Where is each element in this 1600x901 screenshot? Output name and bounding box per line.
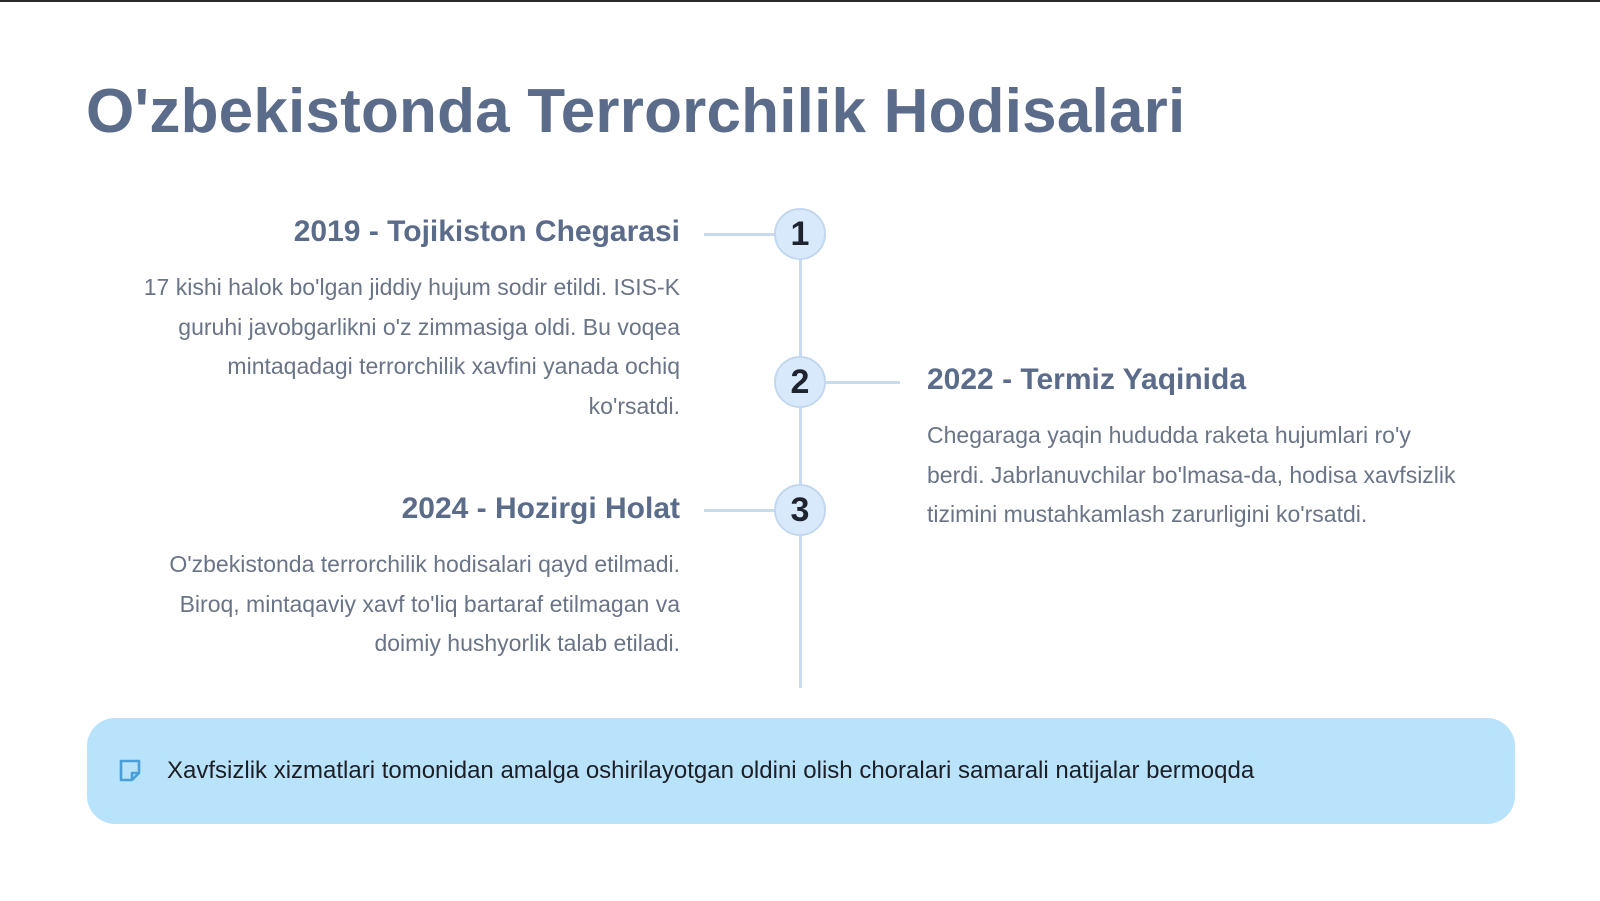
event-title-2019: 2019 - Tojikiston Chegarasi [293, 215, 680, 248]
description-line: Chegaraga yaqin hududda raketa hujumlari ro'y [927, 422, 1411, 448]
timeline-marker-3: 3 [774, 484, 826, 536]
event-description-2022 [927, 416, 1547, 535]
timeline-marker-2: 2 [774, 356, 826, 408]
description-line: tizimini mustahkamlash zarurligini ko'rsatdi. [927, 501, 1368, 527]
description-line: ko'rsatdi. [588, 392, 680, 419]
timeline-connector [704, 233, 776, 236]
page-title: O'zbekistonda Terrorchilik Hodisalari [86, 77, 1186, 146]
event-title-2024: 2024 - Hozirgi Holat [401, 492, 680, 525]
event-description-2024 [80, 545, 680, 664]
description-line: doimiy hushyorlik talab etiladi. [374, 630, 680, 656]
top-border [0, 0, 1600, 2]
note-text: Xavfsizlik xizmatlari tomonidan amalga oshirilayotgan oldini olish choralari samarali natijalar bermoqda [167, 757, 1255, 784]
event-title-2022: 2022 - Termiz Yaqinida [927, 363, 1247, 396]
description-line: 17 kishi halok bo'lgan jiddiy hujum sodir etildi. ISIS-K [143, 274, 680, 300]
note-icon [117, 758, 143, 784]
description-line: guruhi javobgarlikni o'z zimmasiga oldi. Bu voqea [178, 313, 680, 340]
timeline-line [799, 232, 802, 688]
description-line: berdi. Jabrlanuvchilar bo'lmasa-da, hodisa xavfsizlik [927, 461, 1456, 488]
description-line: Biroq, mintaqaviy xavf to'liq bartaraf etilmagan va [179, 590, 680, 617]
description-line: mintaqadagi terrorchilik xavfini yanada ochiq [227, 353, 680, 379]
event-description-2019 [80, 268, 680, 426]
timeline-connector [704, 509, 776, 512]
description-line: O'zbekistonda terrorchilik hodisalari qayd etilmadi. [169, 551, 680, 577]
timeline-connector [826, 381, 900, 384]
timeline-marker-1: 1 [774, 208, 826, 260]
callout-note [87, 718, 1515, 824]
